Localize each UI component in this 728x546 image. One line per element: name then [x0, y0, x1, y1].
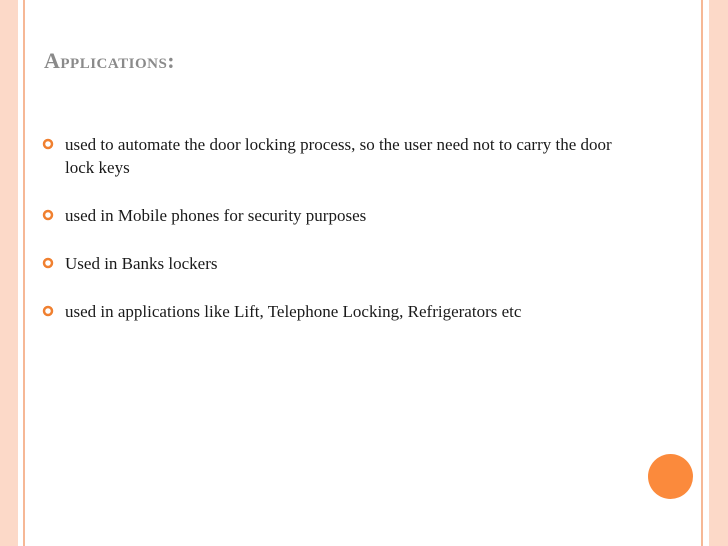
circle-bullet-icon — [42, 138, 54, 150]
bullet-text: used in applications like Lift, Telephone Locking, Refrigerators etc — [65, 302, 522, 321]
right-frame-line — [701, 0, 703, 546]
bullet-text: Used in Banks lockers — [65, 254, 218, 273]
circle-bullet-icon — [42, 305, 54, 317]
slide-title: Applications: — [44, 48, 176, 73]
left-frame-line — [23, 0, 25, 546]
list-item — [42, 133, 642, 179]
right-frame-band — [709, 0, 728, 546]
list-item — [42, 252, 642, 275]
bullet-list — [42, 133, 642, 348]
left-frame-band — [0, 0, 18, 546]
list-item — [42, 204, 642, 227]
circle-bullet-icon — [42, 257, 54, 269]
bullet-text: used to automate the door locking process, so the user need not to carry the door lock keys — [65, 135, 612, 177]
circle-bullet-icon — [42, 209, 54, 221]
bullet-text: used in Mobile phones for security purposes — [65, 206, 367, 225]
list-item — [42, 300, 642, 323]
orange-circle-decoration — [648, 454, 693, 499]
